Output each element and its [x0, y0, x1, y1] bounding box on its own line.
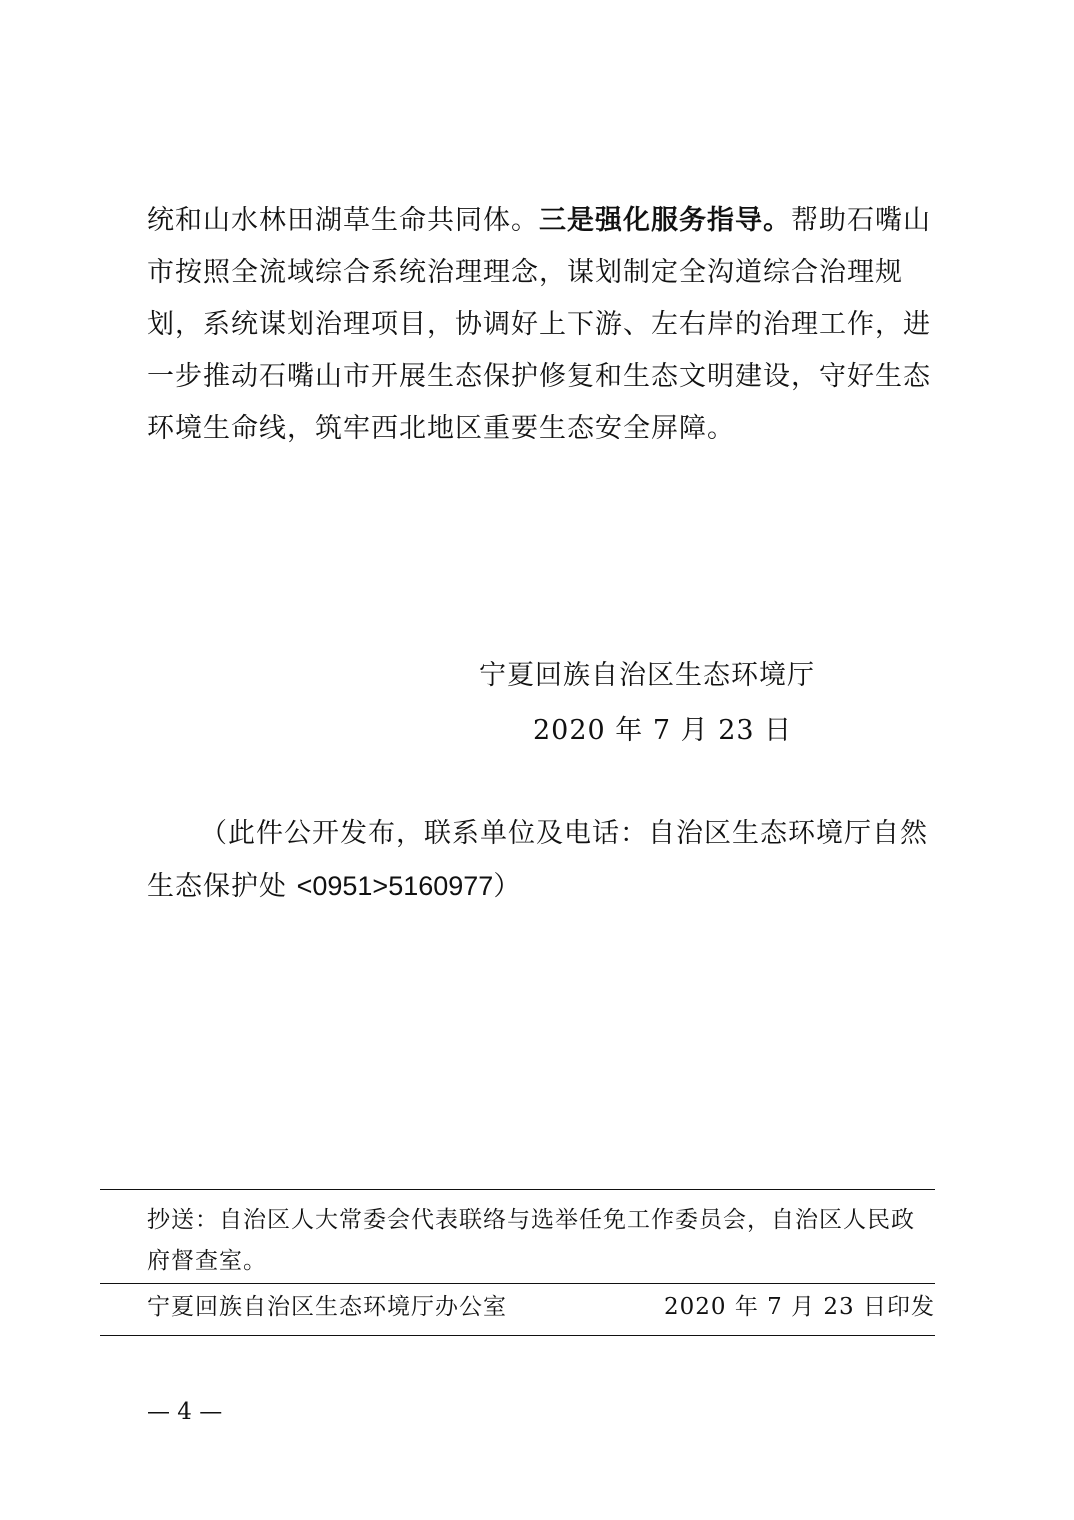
cc-line-2: 府督查室。	[147, 1248, 267, 1274]
note-line-2	[147, 866, 942, 907]
footer-rule-top	[100, 1189, 935, 1190]
note-line-2-text: 生态保护处	[147, 871, 297, 902]
body-text-bold-heading: 三是强化服务指导。	[539, 205, 791, 236]
cc-line-1: 抄送：自治区人大常委会代表联络与选举任免工作委员会，自治区人民政	[147, 1207, 915, 1233]
issuer-office: 宁夏回族自治区生态环境厅办公室	[147, 1294, 507, 1320]
body-text-lead: 统和山水林田湖草生命共同体。	[147, 205, 539, 236]
footer-rule-bottom	[100, 1335, 935, 1336]
note-line-2-close: ）	[493, 871, 522, 902]
body-text-rest: 帮助石嘴山市按照全流域综合系统治理理念，谋划制定全沟道综合治理规划，系统谋划治理项目，协调好上下游、左右岸的治理工作，进一步推动石嘴山市开展生态保护修复和生态文明建设，守好生态环境生命线，筑牢西北地区重要生态安全屏障。	[147, 205, 931, 444]
signature-date: 2020 年 7 月 23 日	[533, 715, 793, 746]
contact-phone: <0951>5160977	[296, 871, 494, 901]
note-line-1: （此件公开发布，联系单位及电话：自治区生态环境厅自然	[200, 818, 928, 849]
footer-rule-middle	[100, 1283, 935, 1284]
issue-date: 2020 年 7 月 23 日印发	[664, 1294, 935, 1320]
page-number: — 4 —	[147, 1399, 223, 1425]
body-paragraph	[147, 195, 947, 455]
signature-org: 宁夏回族自治区生态环境厅	[479, 660, 815, 691]
